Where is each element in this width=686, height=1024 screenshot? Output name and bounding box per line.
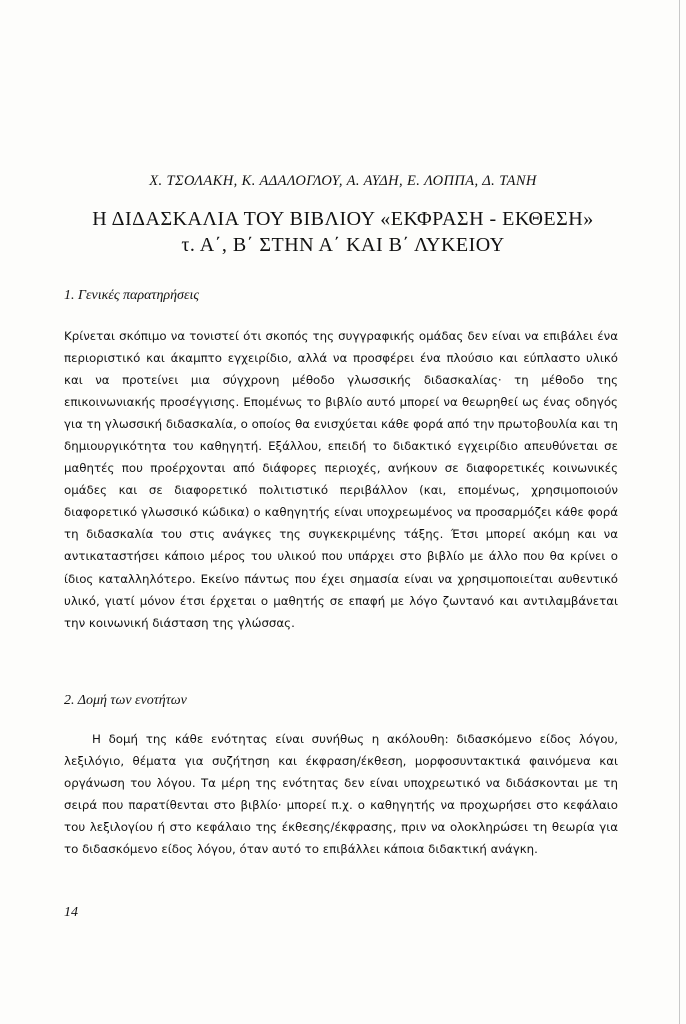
- section-body-general-remarks: Κρίνεται σκόπιμο να τονιστεί ότι σκοπός της συγγραφικής ομάδας δεν είναι να επιβάλει ένα περιοριστικό και άκαμπτο εγχειρίδιο, αλλά να προσφέρει ένα πλούσιο και εύπλαστο υλικό και να προτείνει μια σύγχρονη μέθοδο γλωσσικής διδασκαλίας· τη μέθοδο της επικοινωνιακής προσέγγισης. Επομένως το βιβλίο αυτό μπορεί να θεωρηθεί ως ένας οδηγός για τη γλωσσική διδασκαλία, ο οποίος θα ενισχύεται κάθε φορά από την πρωτοβουλία και τη δημιουργικότητα του καθηγητή. Εξάλλου, επειδή το διδακτικό εγχειρίδιο απευθύνεται σε μαθητές που προέρχονται από διάφορες περιοχές, ανήκουν σε διαφορετικές κοινωνικές ομάδες και σε διαφορετικό πολιτιστικό περιβάλλον (και, επομένως, χρησιμοποιούν διαφορετικό γλωσσικό κώδικα) ο καθηγητής είναι υποχρεωμένος να προσαρμόζει κάθε φορά τη διδασκαλία του στις ανάγκες της συγκεκριμένης τάξης. Έτσι μπορεί ακόμη και να αντικαταστήσει κάποιο μέρος του υλικού που υπάρχει στο βιβλίο με άλλο που θα κρίνει ο ίδιος καταλληλότερο. Εκείνο πάντως που έχει σημασία είναι να χρησιμοποιείται αυθεντικό υλικό, γιατί μόνον έτσι έρχεται ο μαθητής σε επαφή με λόγο ζωντανό και αντιλαμβάνεται την κοινωνική διάσταση της γλώσσας.: [64, 329, 618, 630]
- title-line-2: τ. Α΄, Β΄ ΣΤΗΝ Α΄ ΚΑΙ Β΄ ΛΥΚΕΙΟΥ: [181, 234, 505, 256]
- section-heading-unit-structure: 2. Δομή των ενοτήτων: [64, 693, 187, 708]
- section-body-unit-structure: Η δομή της κάθε ενότητας είναι συνήθως η ακόλουθη: διδασκόμενο είδος λόγου, λεξιλόγιο, θέματα για συζήτηση και έκφραση/έκθεση, μορφοσυντακτικά φαινόμενα και οργάνωση του λόγου. Τα μέρη της ενότητας δεν είναι υποχρεωτικό να διδάσκονται με τη σειρά που παρατίθενται στο βιβλίο· μπορεί π.χ. ο καθηγητής να προχωρήσει στο κεφάλαιο του λεξιλογίου ή στο κεφάλαιο της έκθεσης/έκφρασης, πριν να ολοκληρώσει τη θεωρία για το διδασκόμενο είδος λόγου, όταν αυτό το επιβάλλει κάποια διδακτική ανάγκη.: [64, 732, 618, 857]
- section-heading-general-remarks: 1. Γενικές παρατηρήσεις: [64, 288, 200, 303]
- authors-line: Χ. ΤΣΟΛΑΚΗ, Κ. ΑΔΑΛΟΓΛΟΥ, Α. ΑΥΔΗ, Ε. ΛΟΠΠΑ, Δ. ΤΑΝΗ: [149, 173, 537, 189]
- article-title: [0, 206, 686, 258]
- page-edge: [679, 0, 680, 1024]
- title-line-1: Η ΔΙΔΑΣΚΑΛΙΑ ΤΟΥ ΒΙΒΛΙΟΥ «ΕΚΦΡΑΣΗ - ΕΚΘΕΣΗ»: [92, 208, 594, 230]
- page-number: 14: [64, 905, 78, 920]
